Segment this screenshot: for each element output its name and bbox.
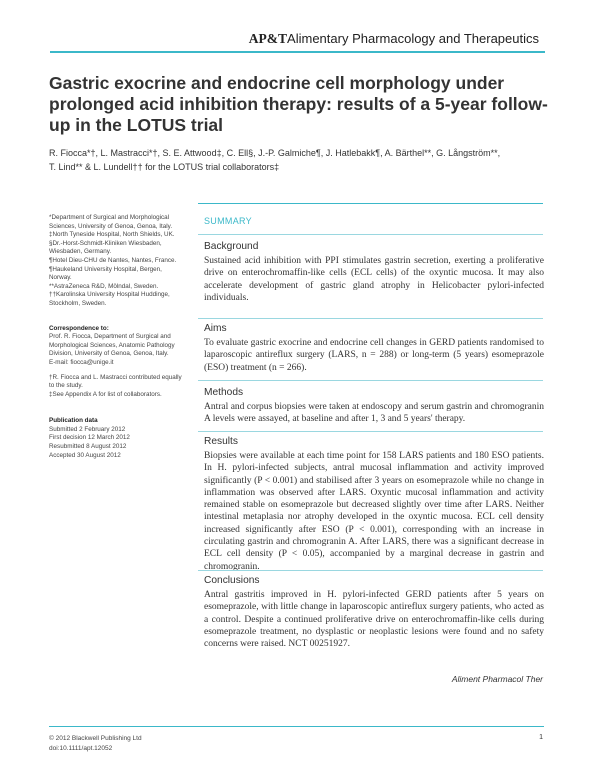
- aims-text: To evaluate gastric exocrine and endocrine cell changes in GERD patients randomised to laparoscopic antireflux surgery (LARS, n = 288) or long-term (5 years) esomeprazole (ESO) treatment (n = 266).: [204, 338, 544, 373]
- methods-text: Antral and corpus biopsies were taken at endoscopy and serum gastrin and chromogranin A levels were assayed, at baseline and after 1, 3 and 5 years' therapy.: [204, 402, 544, 425]
- affiliation: ¶Hotel Dieu-CHU de Nantes, Nantes, France.: [49, 256, 177, 264]
- affiliation: ‡North Tyneside Hospital, North Shields, UK.: [49, 231, 175, 239]
- journal-abbreviation: AP&T: [248, 31, 287, 46]
- methods-heading: Methods: [204, 387, 244, 398]
- footer-info: [49, 734, 142, 753]
- summary-panel: [198, 203, 543, 678]
- section-divider: [198, 570, 543, 571]
- journal-header: [50, 25, 545, 53]
- journal-citation: Aliment Pharmacol Ther: [451, 674, 543, 684]
- background-section: [204, 241, 544, 304]
- first-decision-date: First decision 12 March 2012: [49, 434, 130, 442]
- affiliation: *Department of Surgical and Morphological Sciences, University of Genoa, Genoa, Italy.: [49, 214, 173, 230]
- background-heading: Background: [204, 241, 259, 252]
- article-title: Gastric exocrine and endocrine cell morphology under prolonged acid inhibition therapy: results of a 5-year follow-up in the LOTUS trial: [49, 73, 548, 135]
- aims-section: [204, 323, 544, 374]
- results-text: Biopsies were available at each time point for 158 LARS patients and 180 ESO patients. In H. pylori-infected subjects, antral mucosal inflammation and activity improved significantly (P < 0.001) and stabilised after 3 years on esomeprazole while no change in inflammation was observed after LARS. Oxyntic mucosal inflammation and activity remained stable on esomeprazole but decreased slightly over time after LARS. Neither intestinal metaplasia nor atrophy developed in the oxyntic mucosa. ECL cell density increased significantly after ESO (P < 0.001), corresponding with an increase in circulating gastrin and chromogranin A. After LARS, there was a significant decrease in ECL cell density (P < 0.05), accompanied by a marginal decrease in gastrin and chromogranin.: [204, 451, 544, 572]
- correspondence-address: Prof. R. Fiocca, Department of Surgical and Morphological Sciences, Anatomic Pathology Division, University of Genoa, Genoa, Italy.: [49, 333, 175, 358]
- authors-line-2: T. Lind** & L. Lundell†† for the LOTUS trial collaborators‡: [49, 162, 280, 172]
- equal-contribution-note: †R. Fiocca and L. Mastracci contributed equally to the study.: [49, 373, 182, 390]
- collaborators-note: ‡See Appendix A for list of collaborators.: [49, 390, 162, 398]
- author-list: [49, 146, 549, 174]
- copyright: © 2012 Blackwell Publishing Ltd: [49, 735, 142, 742]
- publication-data-label: Publication data: [49, 417, 98, 425]
- conclusions-heading: Conclusions: [204, 575, 260, 586]
- affiliation: §Dr.-Horst-Schmidt-Kliniken Wiesbaden, Wiesbaden, Germany.: [49, 239, 162, 256]
- conclusions-section: [204, 575, 544, 650]
- affiliation: ††Karolinska University Hospital Huddinge, Stockholm, Sweden.: [49, 291, 170, 307]
- resubmitted-date: Resubmitted 8 August 2012: [49, 443, 127, 451]
- summary-heading: SUMMARY: [204, 216, 252, 226]
- sidebar-metadata: [49, 214, 182, 460]
- section-divider: [198, 431, 543, 432]
- methods-section: [204, 387, 544, 426]
- affiliation: ¶Haukeland University Hospital, Bergen, Norway.: [49, 265, 162, 282]
- doi[interactable]: doi:10.1111/apt.12052: [49, 744, 113, 752]
- footer-divider: [49, 726, 544, 727]
- correspondence-label: Correspondence to:: [49, 324, 109, 332]
- authors-line-1: R. Fiocca*†, L. Mastracci*†, S. E. Attwood‡, C. Ell§, J.-P. Galmiche¶, J. Hatlebakk¶, A. Bärthel**, G. Långström**,: [49, 148, 501, 158]
- conclusions-text: Antral gastritis improved in H. pylori-infected GERD patients after 5 years on esomeprazole, with little change in laparoscopic antireflux surgery patients, who acted as a control. Despite a continued proliferative drive on enterochromaffin-like cells during esomeprazole treatment, no dysplastic or neoplastic lesions were found and no safety concerns were raised. NCT 00251927.: [204, 590, 544, 650]
- affiliation: **AstraZeneca R&D, Mölndal, Sweden.: [49, 282, 159, 290]
- aims-heading: Aims: [204, 323, 227, 334]
- section-divider: [198, 318, 543, 319]
- accepted-date: Accepted 30 August 2012: [49, 451, 121, 459]
- page-number: 1: [539, 734, 543, 741]
- submitted-date: Submitted 2 February 2012: [49, 425, 126, 433]
- results-heading: Results: [204, 436, 238, 447]
- journal-name: Alimentary Pharmacology and Therapeutics: [287, 31, 539, 46]
- section-divider: [198, 234, 543, 235]
- background-text: Sustained acid inhibition with PPI stimulates gastrin secretion, exerting a proliferative drive on enterochromaffin-like cells (ECL cells) of the oxyntic mucosa. It may also accelerate development of gastric gland atrophy in Helicobacter pylori-infected individuals.: [204, 256, 544, 303]
- section-divider: [198, 380, 543, 381]
- results-section: [204, 436, 544, 573]
- correspondence-email[interactable]: E-mail: fiocca@unige.it: [49, 358, 114, 366]
